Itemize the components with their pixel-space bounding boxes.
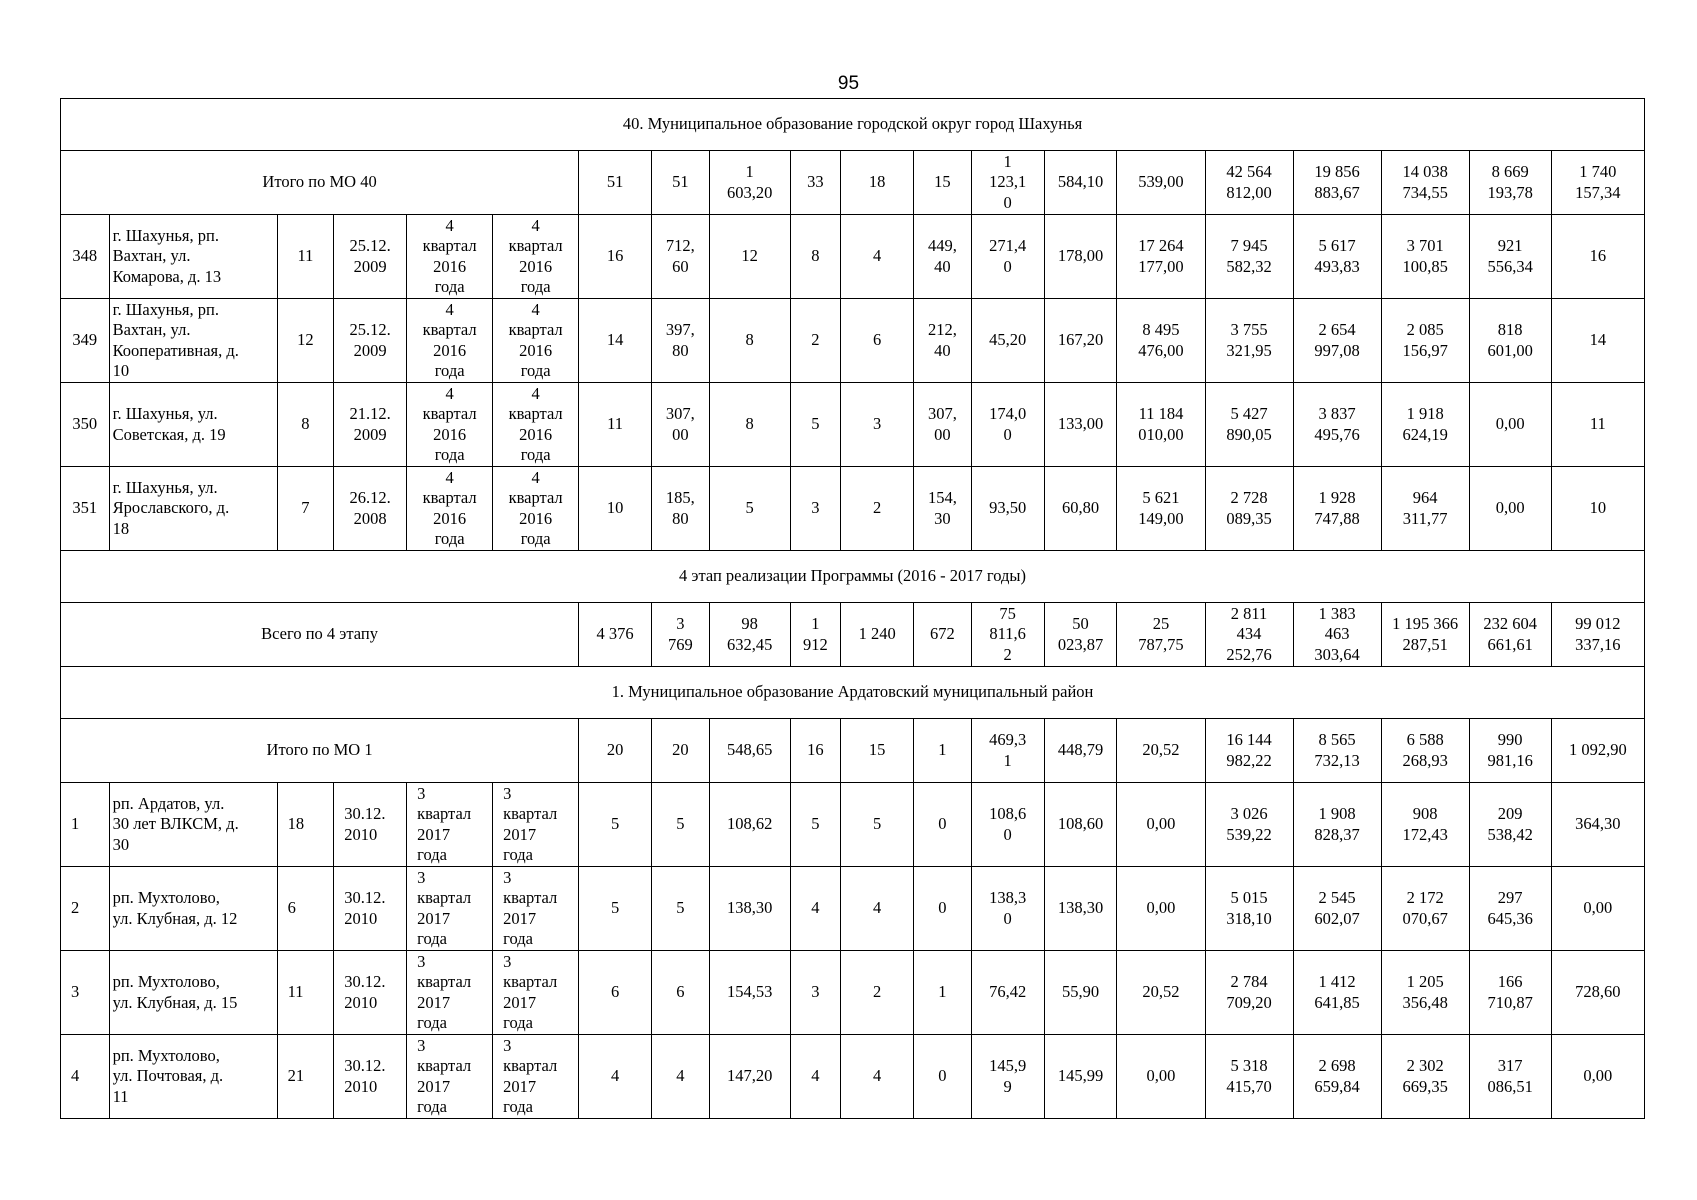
page-number: 95 [837, 73, 860, 94]
area-municipal: 145,99 [1044, 1035, 1117, 1119]
residents-2: 6 [841, 299, 914, 383]
stage4-total-area-private: 25 787,75 [1117, 603, 1205, 667]
mo40-total-area-municipal: 584,10 [1044, 151, 1117, 215]
buildings-count-1: 4 [579, 1035, 652, 1119]
area: 5 [709, 467, 790, 551]
mo40-total [61, 151, 1645, 215]
row-number: 4 [61, 1035, 110, 1119]
building-year: 11 [277, 951, 334, 1035]
address: рп. Мухтолово, ул. Клубная, д. 15 [109, 951, 277, 1035]
fund-cost: 1 908 828,37 [1293, 783, 1381, 867]
building-year: 12 [277, 299, 334, 383]
mo40-total-local-cost: 8 669 193,78 [1469, 151, 1551, 215]
mo1-total-residents-2: 15 [841, 719, 914, 783]
mo40-total-label: Итого по МО 40 [61, 151, 579, 215]
buildings-count-2: 4 [652, 1035, 710, 1119]
address: г. Шахунья, рп. Вахтан, ул. Комарова, д. 13 [109, 215, 277, 299]
area-sqm: 138,3 0 [971, 867, 1044, 951]
area-private: 5 621 149,00 [1117, 467, 1205, 551]
address: г. Шахунья, ул. Ярославского, д. 18 [109, 467, 277, 551]
planned-relocation: 4 квартал 2016 года [407, 215, 493, 299]
residents-3: 0 [914, 783, 972, 867]
planned-demolition: 3 квартал 2017 года [493, 951, 579, 1035]
housing-register-table [60, 98, 1645, 1119]
residents-3: 0 [914, 867, 972, 951]
mo40-total-buildings-count-1: 51 [579, 151, 652, 215]
mo40-total-fund-cost: 19 856 883,67 [1293, 151, 1381, 215]
residents-3: 1 [914, 951, 972, 1035]
stage4-total-area: 98 632,45 [709, 603, 790, 667]
stage4-total-extra-cost: 99 012 337,16 [1551, 603, 1644, 667]
area-private: 0,00 [1117, 783, 1205, 867]
residents-1: 4 [790, 1035, 841, 1119]
address: рп. Мухтолово, ул. Клубная, д. 12 [109, 867, 277, 951]
total-cost: 5 318 415,70 [1205, 1035, 1293, 1119]
area-sqm: 76,42 [971, 951, 1044, 1035]
building-year: 7 [277, 467, 334, 551]
area-sqm: 93,50 [971, 467, 1044, 551]
region-cost: 2 302 669,35 [1381, 1035, 1469, 1119]
mo40-total-region-cost: 14 038 734,55 [1381, 151, 1469, 215]
mo1-section-title: 1. Муниципальное образование Ардатовский муниципальный район [61, 667, 1645, 719]
total-cost: 7 945 582,32 [1205, 215, 1293, 299]
fund-cost: 2 698 659,84 [1293, 1035, 1381, 1119]
buildings-count-1: 5 [579, 867, 652, 951]
building-year: 21 [277, 1035, 334, 1119]
stage4-total-region-cost: 1 195 366 287,51 [1381, 603, 1469, 667]
extra-cost: 11 [1551, 383, 1644, 467]
building-year: 6 [277, 867, 334, 951]
area-private: 17 264 177,00 [1117, 215, 1205, 299]
local-cost: 0,00 [1469, 383, 1551, 467]
building-year: 11 [277, 215, 334, 299]
residents-2: 5 [841, 783, 914, 867]
region-cost: 964 311,77 [1381, 467, 1469, 551]
stage4-section [61, 551, 1645, 603]
area-municipal: 55,90 [1044, 951, 1117, 1035]
residents-2: 4 [841, 1035, 914, 1119]
planned-relocation: 4 квартал 2016 года [407, 467, 493, 551]
stage4-total-area-sqm: 75 811,6 2 [971, 603, 1044, 667]
row-number: 3 [61, 951, 110, 1035]
area-private: 20,52 [1117, 951, 1205, 1035]
planned-relocation: 3 квартал 2017 года [407, 783, 493, 867]
area: 108,62 [709, 783, 790, 867]
stage4-total-label: Всего по 4 этапу [61, 603, 579, 667]
stage4-total-buildings-count-1: 4 376 [579, 603, 652, 667]
local-cost: 209 538,42 [1469, 783, 1551, 867]
row-number: 349 [61, 299, 110, 383]
buildings-count-2: 5 [652, 867, 710, 951]
region-cost: 908 172,43 [1381, 783, 1469, 867]
mo1-total-fund-cost: 8 565 732,13 [1293, 719, 1381, 783]
mo1-total [61, 719, 1645, 783]
fund-cost: 2 545 602,07 [1293, 867, 1381, 951]
recognition-date: 30.12. 2010 [334, 867, 407, 951]
table-row [61, 383, 1645, 467]
buildings-count-1: 5 [579, 783, 652, 867]
local-cost: 317 086,51 [1469, 1035, 1551, 1119]
area: 154,53 [709, 951, 790, 1035]
mo1-total-total-cost: 16 144 982,22 [1205, 719, 1293, 783]
mo40-total-residents-3: 15 [914, 151, 972, 215]
building-year: 18 [277, 783, 334, 867]
planned-demolition: 3 квартал 2017 года [493, 867, 579, 951]
mo40-total-buildings-count-2: 51 [652, 151, 710, 215]
buildings-count-2: 5 [652, 783, 710, 867]
fund-cost: 1 412 641,85 [1293, 951, 1381, 1035]
residents-1: 3 [790, 467, 841, 551]
area-municipal: 138,30 [1044, 867, 1117, 951]
local-cost: 921 556,34 [1469, 215, 1551, 299]
planned-demolition: 3 квартал 2017 года [493, 783, 579, 867]
mo1-total-extra-cost: 1 092,90 [1551, 719, 1644, 783]
mo1-total-area-private: 20,52 [1117, 719, 1205, 783]
residents-1: 2 [790, 299, 841, 383]
mo1-total-label: Итого по МО 1 [61, 719, 579, 783]
fund-cost: 2 654 997,08 [1293, 299, 1381, 383]
buildings-count-1: 11 [579, 383, 652, 467]
building-year: 8 [277, 383, 334, 467]
mo40-total-area-sqm: 1 123,1 0 [971, 151, 1044, 215]
mo40-section [61, 99, 1645, 151]
residents-1: 4 [790, 867, 841, 951]
recognition-date: 26.12. 2008 [334, 467, 407, 551]
extra-cost: 16 [1551, 215, 1644, 299]
buildings-count-2: 6 [652, 951, 710, 1035]
planned-demolition: 4 квартал 2016 года [493, 215, 579, 299]
area-municipal: 133,00 [1044, 383, 1117, 467]
residents-3: 0 [914, 1035, 972, 1119]
table-row [61, 1035, 1645, 1119]
mo40-total-area: 1 603,20 [709, 151, 790, 215]
mo1-total-residents-1: 16 [790, 719, 841, 783]
stage4-total-residents-3: 672 [914, 603, 972, 667]
planned-demolition: 4 квартал 2016 года [493, 383, 579, 467]
extra-cost: 0,00 [1551, 1035, 1644, 1119]
recognition-date: 30.12. 2010 [334, 783, 407, 867]
buildings-count-1: 14 [579, 299, 652, 383]
region-cost: 3 701 100,85 [1381, 215, 1469, 299]
planned-demolition: 4 квартал 2016 года [493, 299, 579, 383]
area-private: 0,00 [1117, 1035, 1205, 1119]
residents-3: 449, 40 [914, 215, 972, 299]
residents-3: 307, 00 [914, 383, 972, 467]
area-municipal: 178,00 [1044, 215, 1117, 299]
area: 138,30 [709, 867, 790, 951]
address: г. Шахунья, рп. Вахтан, ул. Кооперативная, д. 10 [109, 299, 277, 383]
mo40-total-residents-2: 18 [841, 151, 914, 215]
row-number: 1 [61, 783, 110, 867]
address: г. Шахунья, ул. Советская, д. 19 [109, 383, 277, 467]
area-sqm: 174,0 0 [971, 383, 1044, 467]
stage4-total-area-municipal: 50 023,87 [1044, 603, 1117, 667]
residents-2: 2 [841, 467, 914, 551]
area-private: 0,00 [1117, 867, 1205, 951]
local-cost: 297 645,36 [1469, 867, 1551, 951]
row-number: 351 [61, 467, 110, 551]
buildings-count-1: 6 [579, 951, 652, 1035]
recognition-date: 25.12. 2009 [334, 215, 407, 299]
stage4-total-residents-1: 1 912 [790, 603, 841, 667]
planned-relocation: 4 квартал 2016 года [407, 383, 493, 467]
area-sqm: 45,20 [971, 299, 1044, 383]
mo40-section-title: 40. Муниципальное образование городской округ город Шахунья [61, 99, 1645, 151]
planned-relocation: 3 квартал 2017 года [407, 951, 493, 1035]
residents-1: 5 [790, 783, 841, 867]
extra-cost: 14 [1551, 299, 1644, 383]
planned-relocation: 4 квартал 2016 года [407, 299, 493, 383]
mo1-section [61, 667, 1645, 719]
mo40-total-extra-cost: 1 740 157,34 [1551, 151, 1644, 215]
planned-relocation: 3 квартал 2017 года [407, 1035, 493, 1119]
region-cost: 2 172 070,67 [1381, 867, 1469, 951]
buildings-count-2: 307, 00 [652, 383, 710, 467]
total-cost: 2 728 089,35 [1205, 467, 1293, 551]
planned-demolition: 3 квартал 2017 года [493, 1035, 579, 1119]
buildings-count-2: 712, 60 [652, 215, 710, 299]
residents-2: 4 [841, 215, 914, 299]
mo40-total-area-private: 539,00 [1117, 151, 1205, 215]
area-municipal: 167,20 [1044, 299, 1117, 383]
area-municipal: 108,60 [1044, 783, 1117, 867]
total-cost: 2 784 709,20 [1205, 951, 1293, 1035]
buildings-count-2: 185, 80 [652, 467, 710, 551]
area-sqm: 271,4 0 [971, 215, 1044, 299]
row-number: 350 [61, 383, 110, 467]
extra-cost: 728,60 [1551, 951, 1644, 1035]
row-number: 2 [61, 867, 110, 951]
row-number: 348 [61, 215, 110, 299]
area-private: 8 495 476,00 [1117, 299, 1205, 383]
stage4-total-residents-2: 1 240 [841, 603, 914, 667]
total-cost: 5 427 890,05 [1205, 383, 1293, 467]
total-cost: 5 015 318,10 [1205, 867, 1293, 951]
area-municipal: 60,80 [1044, 467, 1117, 551]
residents-1: 5 [790, 383, 841, 467]
table-row [61, 867, 1645, 951]
address: рп. Ардатов, ул. 30 лет ВЛКСМ, д. 30 [109, 783, 277, 867]
stage4-total-buildings-count-2: 3 769 [652, 603, 710, 667]
area-private: 11 184 010,00 [1117, 383, 1205, 467]
recognition-date: 25.12. 2009 [334, 299, 407, 383]
stage4-section-title: 4 этап реализации Программы (2016 - 2017 годы) [61, 551, 1645, 603]
residents-2: 2 [841, 951, 914, 1035]
local-cost: 818 601,00 [1469, 299, 1551, 383]
planned-relocation: 3 квартал 2017 года [407, 867, 493, 951]
address: рп. Мухтолово, ул. Почтовая, д. 11 [109, 1035, 277, 1119]
stage4-total-local-cost: 232 604 661,61 [1469, 603, 1551, 667]
extra-cost: 10 [1551, 467, 1644, 551]
residents-3: 212, 40 [914, 299, 972, 383]
total-cost: 3 026 539,22 [1205, 783, 1293, 867]
local-cost: 0,00 [1469, 467, 1551, 551]
table-row [61, 299, 1645, 383]
region-cost: 2 085 156,97 [1381, 299, 1469, 383]
residents-1: 3 [790, 951, 841, 1035]
buildings-count-1: 16 [579, 215, 652, 299]
mo1-total-area: 548,65 [709, 719, 790, 783]
mo40-total-residents-1: 33 [790, 151, 841, 215]
mo1-total-area-sqm: 469,3 1 [971, 719, 1044, 783]
stage4-total-total-cost: 2 811 434 252,76 [1205, 603, 1293, 667]
mo1-total-area-municipal: 448,79 [1044, 719, 1117, 783]
fund-cost: 5 617 493,83 [1293, 215, 1381, 299]
mo1-total-region-cost: 6 588 268,93 [1381, 719, 1469, 783]
extra-cost: 364,30 [1551, 783, 1644, 867]
total-cost: 3 755 321,95 [1205, 299, 1293, 383]
fund-cost: 1 928 747,88 [1293, 467, 1381, 551]
mo40-total-total-cost: 42 564 812,00 [1205, 151, 1293, 215]
area-sqm: 108,6 0 [971, 783, 1044, 867]
table-row [61, 951, 1645, 1035]
table-body [61, 99, 1645, 1119]
buildings-count-2: 397, 80 [652, 299, 710, 383]
stage4-total-fund-cost: 1 383 463 303,64 [1293, 603, 1381, 667]
region-cost: 1 205 356,48 [1381, 951, 1469, 1035]
local-cost: 166 710,87 [1469, 951, 1551, 1035]
area: 12 [709, 215, 790, 299]
recognition-date: 21.12. 2009 [334, 383, 407, 467]
mo1-total-buildings-count-1: 20 [579, 719, 652, 783]
mo1-total-buildings-count-2: 20 [652, 719, 710, 783]
buildings-count-1: 10 [579, 467, 652, 551]
table-row [61, 215, 1645, 299]
area: 8 [709, 383, 790, 467]
recognition-date: 30.12. 2010 [334, 1035, 407, 1119]
residents-3: 154, 30 [914, 467, 972, 551]
region-cost: 1 918 624,19 [1381, 383, 1469, 467]
area: 8 [709, 299, 790, 383]
mo1-total-residents-3: 1 [914, 719, 972, 783]
table-row [61, 467, 1645, 551]
residents-1: 8 [790, 215, 841, 299]
table-row [61, 783, 1645, 867]
recognition-date: 30.12. 2010 [334, 951, 407, 1035]
area-sqm: 145,9 9 [971, 1035, 1044, 1119]
residents-2: 4 [841, 867, 914, 951]
residents-2: 3 [841, 383, 914, 467]
planned-demolition: 4 квартал 2016 года [493, 467, 579, 551]
stage4-total [61, 603, 1645, 667]
fund-cost: 3 837 495,76 [1293, 383, 1381, 467]
extra-cost: 0,00 [1551, 867, 1644, 951]
area: 147,20 [709, 1035, 790, 1119]
mo1-total-local-cost: 990 981,16 [1469, 719, 1551, 783]
